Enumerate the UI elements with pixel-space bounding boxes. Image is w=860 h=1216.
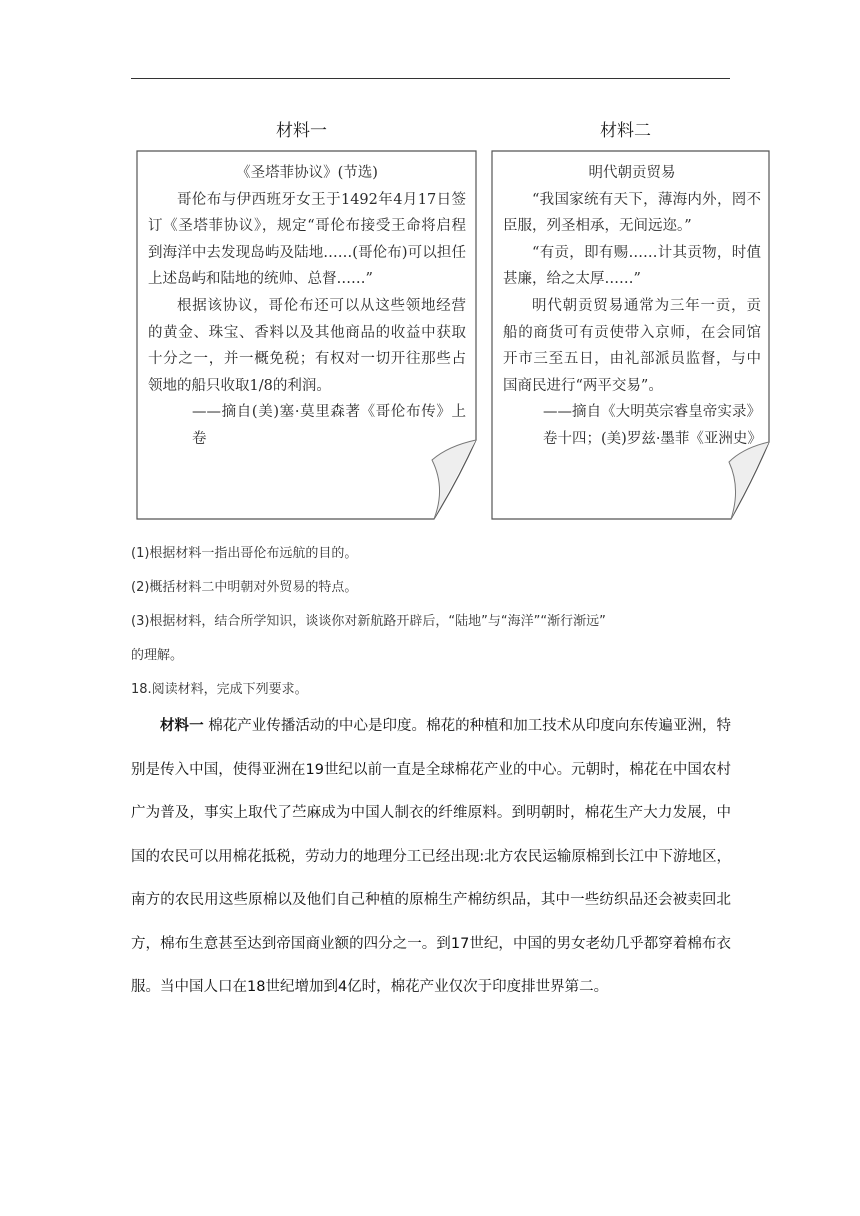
material-two-source: ——摘自《大明英宗睿皇帝实录》卷十四；(美)罗兹·墨菲《亚洲史》 (543, 404, 762, 447)
question-1: (1)根据材料一指出哥伦布远航的目的。 (131, 546, 358, 561)
material-two-para-2: “有贡，即有赐……计其贡物，时值甚廉，给之太厚……” (503, 244, 761, 288)
material-two-para-1: “我国家统有天下，薄海内外，罔不臣服，列圣相承，无间远迩。” (503, 191, 761, 235)
q18-material-label: 材料一 (160, 718, 204, 734)
material-one-heading: 材料一 (276, 121, 327, 141)
question-3-line-1: (3)根据材料，结合所学知识，谈谈你对新航路开辟后，“陆地”与“海洋”“渐行渐远” (131, 614, 606, 629)
material-two-heading: 材料二 (600, 121, 651, 141)
question-18-stem: 18.阅读材料，完成下列要求。 (131, 682, 308, 697)
material-one-doc-title: 《圣塔菲协议》(节选) (236, 165, 378, 181)
header-rule (131, 78, 730, 79)
material-one-para-2: 根据该协议，哥伦布还可以从这些领地经营的黄金、珠宝、香料以及其他商品的收益中获取十分之一，并一概免税；有权对一切开往那些占领地的船只收取1/8的利润。 (148, 297, 466, 394)
q18-material-text: 棉花产业传播活动的中心是印度。棉花的种植和加工技术从印度向东传遍亚洲，特别是传入中国，使得亚洲在19世纪以前一直是全球棉花产业的中心。元朝时，棉花在中国农村广为普及，事实上取代了苎麻成为中国人制衣的纤维原料。到明朝时，棉花生产大力发展，中国的农民可以用棉花抵税，劳动力的地理分工已经出现:北方农民运输原棉到长江中下游地区，南方的农民用这些原棉以及他们自己种植的原棉生产棉纺织品，其中一些纺织品还会被卖回北方，棉布生意甚至达到帝国商业额的四分之一。到17世纪，中国的男女老幼几乎都穿着棉布衣服。当中国人口在18世纪增加到4亿时，棉花产业仅次于印度排世界第二。 (131, 718, 732, 995)
material-two-para-3: 明代朝贡贸易通常为三年一贡，贡船的商货可有贡使带入京师，在会同馆开市三至五日，由礼部派员监督，与中国商民进行“两平交易”。 (503, 297, 761, 394)
material-one-para-1: 哥伦布与伊西班牙女王于1492年4月17日签订《圣塔菲协议》，规定“哥伦布接受王命将启程到海洋中去发现岛屿及陆地……(哥伦布)可以担任上述岛屿和陆地的统帅、总督……” (148, 191, 466, 288)
question-2: (2)概括材料二中明朝对外贸易的特点。 (131, 580, 358, 595)
material-two-card (491, 150, 771, 520)
material-one-card (136, 150, 478, 520)
material-one-source: ——摘自(美)塞·莫里森著《哥伦布传》上卷 (192, 404, 466, 447)
question-3-line-2: 的理解。 (131, 648, 184, 663)
material-two-doc-title: 明代朝贡贸易 (588, 165, 676, 181)
q18-material-passage (131, 705, 731, 1010)
